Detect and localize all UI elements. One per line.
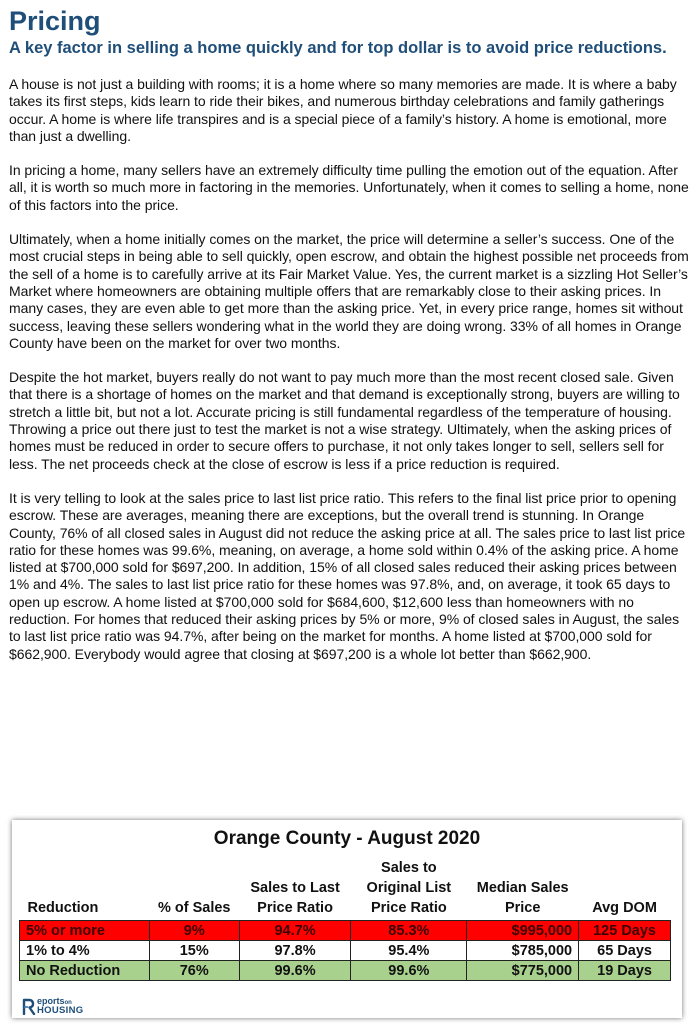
cell-median-price: $785,000 [467, 941, 579, 961]
cell-last-price-ratio: 99.6% [239, 961, 351, 981]
cell-median-price: $775,000 [467, 961, 579, 981]
logo-line2: HOUSING [37, 1005, 84, 1016]
header-sales-to-original-list-price-ratio: Sales to Original List Price Ratio [366, 860, 452, 916]
cell-reduction: 1% to 4% [20, 941, 150, 961]
paragraph-4: Despite the hot market, buyers really do not want to pay much more than the most recent closed sale. Given that there is a shortage of homes on the market and that demand is exceptionally strong, buyers are willing to stretch a little bit, but not a lot. Accurate pricing is still fundamental regardless of the temperature of housing. Throwing a price out there just to test the market is not a wise strategy. Ultimately, when the asking prices of homes must be reduced in order to secure offers to purchase, it not only takes longer to sell, sellers sell for less. The net proceeds check at the close of escrow is less if a price reduction is required. [9, 369, 680, 472]
pricing-table-card [12, 820, 682, 1018]
cell-last-price-ratio: 94.7% [239, 921, 351, 941]
cell-percent-of-sales: 15% [149, 941, 239, 961]
cell-avg-dom: 65 Days [579, 941, 671, 961]
paragraph-3: Ultimately, when a home initially comes on the market, the price will determine a seller’s success. One of the most crucial steps in being able to sell quickly, open escrow, and obtain the highest possible net proceeds from the sell of a home is to carefully arrive at its Fair Market Value. Yes, the current market is a sizzling Hot Seller’s Market where homeowners are obtaining multiple offers that are remarkably close to their asking prices. In many cases, they are even able to get more than the asking price. Yet, in every price range, homes sit without success, leaving these sellers wondering what in the world they are doing wrong. 33% of all homes in Orange County have been on the market for over two months. [9, 231, 689, 351]
pricing-table [19, 858, 671, 981]
paragraph-5: It is very telling to look at the sales price to last list price ratio. This refers to the final list price prior to opening escrow. These are averages, meaning there are exceptions, but the overall trend is stunning. In Orange County, 76% of all closed sales in August did not reduce the asking price at all. The sales price to last list price ratio for these homes was 99.6%, meaning, on average, a home sold within 0.4% of the asking price. A home listed at $700,000 sold for $697,200. In addition, 15% of all closed sales reduced their asking prices between 1% and 4%. The sales to last list price ratio for these homes was 97.8%, and, on average, it took 65 days to open up escrow. A home listed at $700,000 sold for $684,600, $12,600 less than homeowners with no reduction. For homes that reduced their asking prices by 5% or more, 9% of closed sales in August, the sales to last list price ratio was 94.7%, after being on the market for months. A home listed at $700,000 sold for $662,900. Everybody would agree that closing at $697,200 is a whole lot better than $662,900. [9, 489, 686, 662]
reports-on-housing-logo [22, 997, 83, 1015]
header-reduction: Reduction [27, 900, 99, 916]
article [9, 6, 691, 680]
table-row [20, 921, 671, 941]
cell-percent-of-sales: 76% [149, 961, 239, 981]
table-title: Orange County - August 2020 [213, 828, 481, 849]
header-sales-to-last-price-ratio: Sales to Last Price Ratio [250, 880, 340, 916]
page-title: Pricing [9, 6, 101, 36]
cell-avg-dom: 125 Days [579, 921, 671, 941]
cell-median-price: $995,000 [467, 921, 579, 941]
logo-line1-small: on [64, 1000, 72, 1006]
cell-original-price-ratio: 99.6% [351, 961, 467, 981]
cell-reduction: No Reduction [20, 961, 150, 981]
logo-r-icon [22, 997, 36, 1015]
cell-avg-dom: 19 Days [579, 961, 671, 981]
paragraph-1: A house is not just a building with rooms; it is a home where so many memories are made. It is where a baby takes its first steps, kids learn to ride their bikes, and numerous birthday celebrations and family gatherings occur. A home is where life transpires and is a special piece of a family’s history. A home is emotional, more than just a dwelling. [9, 76, 677, 144]
cell-original-price-ratio: 85.3% [351, 921, 467, 941]
page-subtitle: A key factor in selling a home quickly and for top dollar is to avoid price reductions. [9, 39, 667, 57]
logo-line1: eports [37, 996, 65, 1006]
cell-last-price-ratio: 97.8% [239, 941, 351, 961]
cell-percent-of-sales: 9% [149, 921, 239, 941]
table-row [20, 961, 671, 981]
paragraph-2: In pricing a home, many sellers have an extremely difficulty time pulling the emotion out of the equation. After all, it is worth so much more in factoring in the memories. Unfortunately, when it comes to selling a home, none of this factors into the price. [9, 162, 689, 213]
cell-reduction: 5% or more [20, 921, 150, 941]
header-percent-of-sales: % of Sales [157, 900, 231, 916]
header-avg-dom: Avg DOM [592, 900, 657, 916]
table-header-row [20, 858, 671, 921]
header-median-sales-price: Median Sales Price [476, 880, 569, 916]
table-row [20, 941, 671, 961]
logo-text [37, 997, 83, 1015]
cell-original-price-ratio: 95.4% [351, 941, 467, 961]
